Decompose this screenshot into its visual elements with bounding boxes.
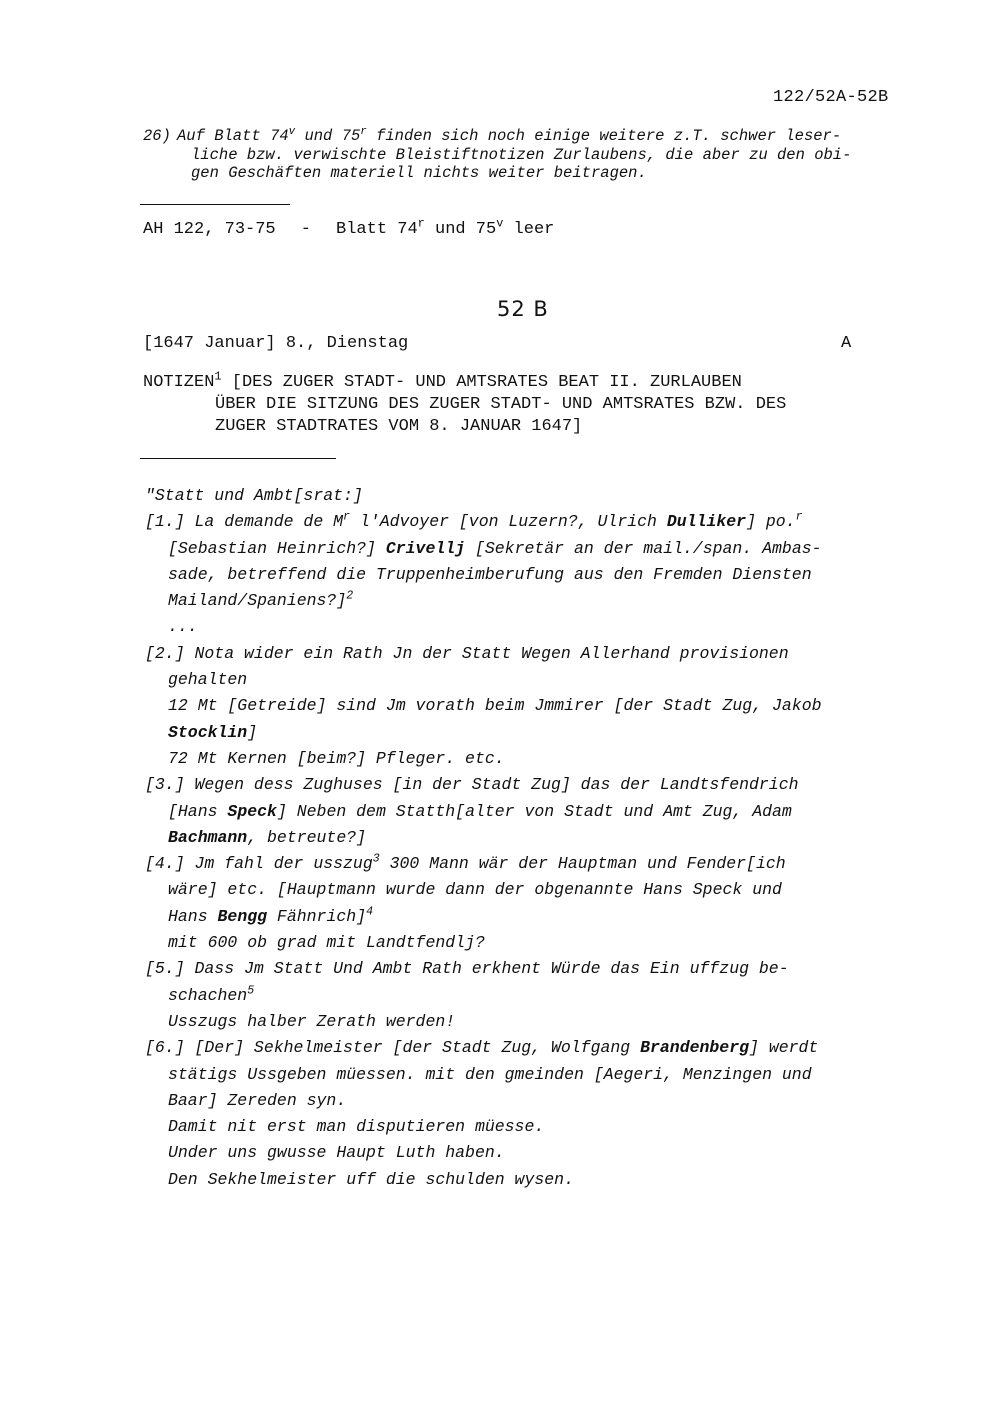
document-date: [1647 Januar] 8., Dienstag xyxy=(143,334,409,353)
text-span: Hans xyxy=(168,906,218,926)
footnote-marker: 2 xyxy=(346,589,354,603)
text-span: Mailand/Spaniens?] xyxy=(168,591,347,611)
text-span: Fähnrich] xyxy=(267,906,367,926)
footnote-text: und 75 xyxy=(295,127,361,145)
note-text: und 75 xyxy=(424,220,497,239)
text-span: , betreute?] xyxy=(247,827,367,847)
person-name: Crivellj xyxy=(385,538,466,558)
footnote-line: gen Geschäften materiell nichts weiter beitragen. xyxy=(191,164,647,182)
text-line xyxy=(145,588,915,614)
text-line xyxy=(145,536,915,562)
note-text: leer xyxy=(503,220,555,239)
text-line: [3.] Wegen dess Zughuses [in der Stadt Zug] das der Landtsfendrich xyxy=(145,775,799,795)
text-span: [1.] La demande de M xyxy=(145,512,344,532)
text-line: 12 Mt [Getreide] sind Jm vorath beim Jmmirer [der Stadt Zug, Jakob xyxy=(168,696,822,716)
person-name: Stocklin xyxy=(168,722,248,742)
title-text: [DES ZUGER STADT- UND AMTSRATES BEAT II. ZURLAUBEN xyxy=(221,373,742,392)
transcription-body xyxy=(145,483,915,1193)
footnote-marker: 3 xyxy=(372,852,380,866)
note-text: Blatt 74 xyxy=(336,220,418,239)
superscript: r xyxy=(360,125,367,138)
text-span: ] Neben dem Statth[alter von Stadt und Amt Zug, Adam xyxy=(276,801,792,821)
archive-reference-line xyxy=(143,216,555,239)
text-span: l'Advoyer [von Luzern?, Ulrich xyxy=(349,512,667,532)
text-line xyxy=(145,1035,915,1061)
separator-dash: - xyxy=(300,220,311,239)
title-text: NOTIZEN xyxy=(143,373,215,392)
text-line: wäre] etc. [Hauptmann wurde dann der obgenannte Hans Speck und xyxy=(168,880,782,900)
text-line: Under uns gwusse Haupt Luth haben. xyxy=(168,1143,505,1163)
text-span: [Hans xyxy=(168,801,228,821)
text-span: [6.] [Der] Sekhelmeister [der Stadt Zug, Wolfgang xyxy=(145,1038,641,1058)
text-line xyxy=(145,983,915,1009)
page-reference: 122/52A-52B xyxy=(773,88,889,107)
text-line: Usszugs halber Zerath werden! xyxy=(168,1011,456,1031)
blank-leaves-note xyxy=(336,216,555,239)
person-name: Bachmann xyxy=(168,827,248,847)
footnote-marker: 4 xyxy=(366,905,373,919)
text-line: sade, betreffend die Truppenheimberufung aus den Fremden Diensten xyxy=(168,564,812,584)
person-name: Brandenberg xyxy=(640,1038,750,1058)
text-line: [2.] Nota wider ein Rath Jn der Statt Wegen Allerhand provisionen xyxy=(145,643,789,663)
footnote-text: Auf Blatt 74 xyxy=(177,127,289,145)
version-letter: A xyxy=(841,334,852,353)
title-divider xyxy=(140,458,336,459)
title-line: ZUGER STADTRATES VOM 8. JANUAR 1647] xyxy=(215,417,583,436)
superscript: r xyxy=(795,510,803,524)
text-line: stätigs Ussgeben müessen. mit den gmeinden [Aegeri, Menzingen und xyxy=(168,1064,812,1084)
text-span: 300 Mann wär der Hauptman und Fender[ich xyxy=(379,854,786,874)
person-name: Bengg xyxy=(217,906,268,926)
footnote-line xyxy=(143,127,913,146)
text-line: Den Sekhelmeister uff die schulden wysen. xyxy=(168,1169,574,1189)
superscript: r xyxy=(417,216,425,231)
text-line: "Statt und Ambt[srat:] xyxy=(145,486,363,505)
person-name: Dulliker xyxy=(666,512,747,532)
footnote-text: finden sich noch einige weitere z.T. schwer leser- xyxy=(366,127,842,145)
text-line: mit 600 ob grad mit Landtfendlj? xyxy=(168,933,485,953)
superscript: v xyxy=(496,216,504,231)
text-span: ] po. xyxy=(746,512,796,532)
text-line: Damit nit erst man disputieren müesse. xyxy=(168,1117,545,1137)
text-span: [Sekretär an der mail./span. Ambas- xyxy=(465,538,822,558)
text-line: ... xyxy=(168,617,198,637)
text-line xyxy=(145,720,915,746)
text-line xyxy=(145,799,915,825)
text-line: [5.] Dass Jm Statt Und Ambt Rath erkhent Würde das Ein uffzug be- xyxy=(145,959,789,979)
title-line xyxy=(143,369,913,394)
footnote-marker: 1 xyxy=(214,369,222,384)
text-line xyxy=(145,904,915,930)
document-title xyxy=(143,369,913,438)
text-span: schachen xyxy=(168,985,248,1005)
text-span: ] werdt xyxy=(749,1038,819,1058)
footnote-line: liche bzw. verwischte Bleistiftnotizen Zurlaubens, die aber zu den obi- xyxy=(191,145,852,164)
archive-reference: AH 122, 73-75 xyxy=(143,220,276,239)
superscript: v xyxy=(288,125,296,138)
title-line: ÜBER DIE SITZUNG DES ZUGER STADT- UND AMTSRATES BZW. DES xyxy=(215,395,787,414)
person-name: Speck xyxy=(227,801,277,821)
text-line xyxy=(145,851,915,877)
text-span: [4.] Jm fahl der usszug xyxy=(145,854,373,874)
text-line: 72 Mt Kernen [beim?] Pfleger. etc. xyxy=(168,748,505,768)
text-line: gehalten xyxy=(168,670,248,690)
text-line: Baar] Zereden syn. xyxy=(168,1090,347,1110)
superscript: r xyxy=(343,510,350,524)
text-span: [Sebastian Heinrich?] xyxy=(168,538,386,558)
footnote-divider xyxy=(140,204,290,205)
footnote-26 xyxy=(143,127,913,183)
footnote-number: 26) xyxy=(143,127,171,145)
document-number: 52 B xyxy=(497,297,549,321)
text-span: ] xyxy=(247,722,258,742)
text-line xyxy=(145,825,915,851)
text-line xyxy=(145,509,915,535)
footnote-marker: 5 xyxy=(247,984,255,998)
